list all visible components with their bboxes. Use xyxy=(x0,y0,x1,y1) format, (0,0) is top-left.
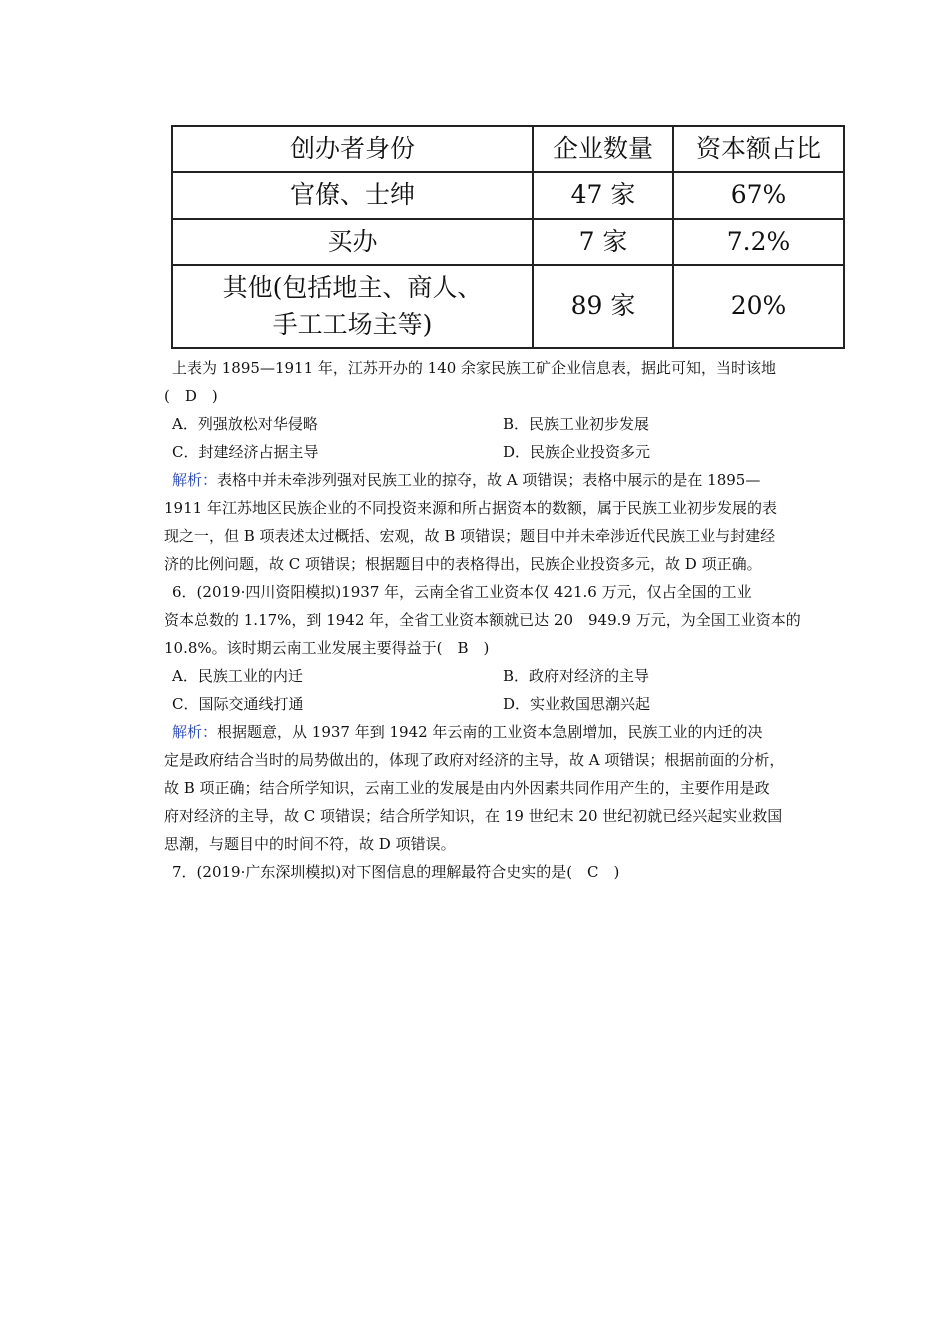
q6-stem-line-1: 6．(2019·四川资阳模拟)1937 年，云南全省工业资本仅 421.6 万元，仅占全国的工业 xyxy=(172,583,752,601)
q5-option-c: C．封建经济占据主导 xyxy=(172,443,319,461)
q5-option-d: D．民族企业投资多元 xyxy=(503,443,651,461)
q6-analysis-line-5: 思潮，与题目中的时间不符，故 D 项错误。 xyxy=(164,835,456,853)
table-row xyxy=(172,265,844,348)
q5-stem-line-1: 上表为 1895—1911 年，江苏开办的 140 余家民族工矿企业信息表，据此可知，当时该地 xyxy=(172,359,777,377)
q6-option-a: A．民族工业的内迁 xyxy=(172,667,303,685)
q6-stem-line-3: 10.8%。该时期云南工业发展主要得益于( B ) xyxy=(164,639,490,657)
table-row xyxy=(172,219,844,265)
q6-stem-line-2: 资本总数的 1.17%，到 1942 年，全省工业资本额就已达 20 949.9 万元，为全国工业资本的 xyxy=(164,611,801,629)
cell-count: 47 家 xyxy=(533,172,673,218)
cell-identity-line-2: 手工工场主等) xyxy=(272,309,433,339)
q5-analysis-line-2: 1911 年江苏地区民族企业的不同投资来源和所占据资本的数额，属于民族工业初步发展的表 xyxy=(164,499,777,517)
cell-share: 7.2% xyxy=(673,219,844,265)
header-capital-share: 资本额占比 xyxy=(673,126,844,172)
cell-identity: 官僚、士绅 xyxy=(172,172,533,218)
q6-analysis-line-4: 府对经济的主导，故 C 项错误；结合所学知识，在 19 世纪末 20 世纪初就已经兴起实业救国 xyxy=(164,807,783,825)
cell-identity xyxy=(172,265,533,348)
q7-stem-line-1: 7．(2019·广东深圳模拟)对下图信息的理解最符合史实的是( C ) xyxy=(172,863,620,881)
cell-identity-line-1: 其他(包括地主、商人、 xyxy=(222,273,483,303)
cell-identity: 买办 xyxy=(172,219,533,265)
q5-stem-line-2: ( D ) xyxy=(164,387,218,405)
q6-option-c: C．国际交通线打通 xyxy=(172,695,304,713)
cell-share: 20% xyxy=(673,265,844,348)
cell-count: 89 家 xyxy=(533,265,673,348)
q6-option-d: D．实业救国思潮兴起 xyxy=(503,695,651,713)
q6-option-b: B．政府对经济的主导 xyxy=(503,667,650,685)
cell-count: 7 家 xyxy=(533,219,673,265)
q5-option-b: B．民族工业初步发展 xyxy=(503,415,650,433)
q5-analysis-line-3: 现之一，但 B 项表述太过概括、宏观，故 B 项错误；题目中并未牵涉近代民族工业与封建经 xyxy=(164,527,776,545)
header-enterprise-count: 企业数量 xyxy=(533,126,673,172)
q6-analysis-line-3: 故 B 项正确；结合所学知识，云南工业的发展是由内外因素共同作用产生的，主要作用是政 xyxy=(164,779,770,797)
cell-share: 67% xyxy=(673,172,844,218)
q5-option-a: A．列强放松对华侵略 xyxy=(172,415,318,433)
enterprise-info-table xyxy=(171,125,845,349)
analysis-label: 解析： xyxy=(172,723,218,741)
q5-analysis-line-4: 济的比例问题，故 C 项错误；根据题目中的表格得出，民族企业投资多元，故 D 项正确。 xyxy=(164,555,762,573)
q6-analysis-line-2: 定是政府结合当时的局势做出的，体现了政府对经济的主导，故 A 项错误；根据前面的分析， xyxy=(164,751,785,769)
q5-analysis-line-1: 解析：表格中并未牵涉列强对民族工业的掠夺，故 A 项错误；表格中展示的是在 1895— xyxy=(172,471,761,489)
header-founder-identity: 创办者身份 xyxy=(172,126,533,172)
q6-analysis-line-1: 解析：根据题意，从 1937 年到 1942 年云南的工业资本急剧增加，民族工业的内迁的决 xyxy=(172,723,763,741)
analysis-label: 解析： xyxy=(172,471,218,489)
table-header-row xyxy=(172,126,844,172)
table-row xyxy=(172,172,844,218)
